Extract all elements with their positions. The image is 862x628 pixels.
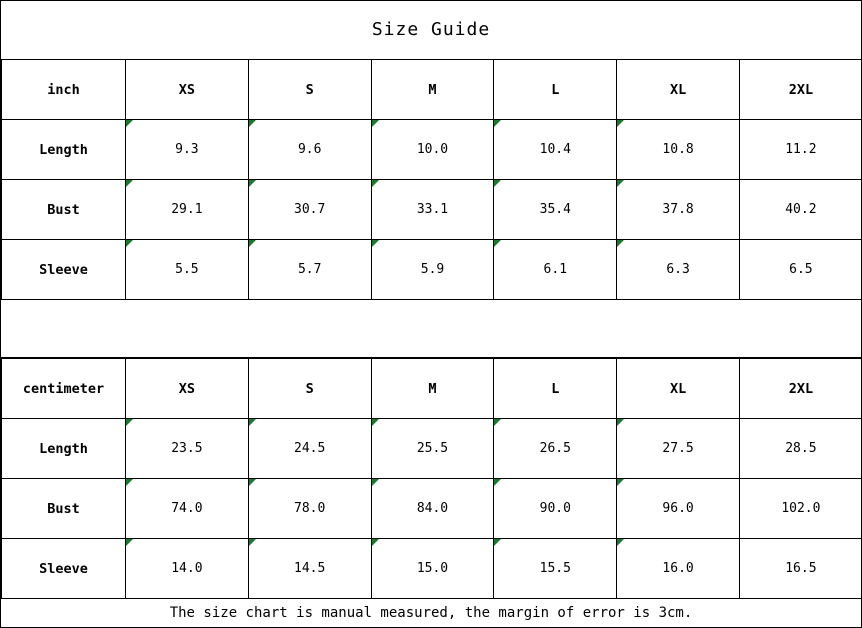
size-table-centimeter — [1, 358, 862, 599]
measurement-note: The size chart is manual measured, the margin of error is 3cm. — [169, 605, 693, 621]
cell-length-xs: 23.5 — [126, 419, 249, 479]
cell-bust-s: 30.7 — [248, 180, 371, 240]
cell-length-2xl: 28.5 — [739, 419, 862, 479]
size-header-l: L — [494, 359, 617, 419]
size-table-inch — [1, 59, 862, 300]
cell-bust-l: 90.0 — [494, 479, 617, 539]
cell-length-xl: 27.5 — [617, 419, 740, 479]
size-header-xl: XL — [617, 60, 740, 120]
cell-length-xl: 10.8 — [617, 120, 740, 180]
cell-sleeve-s: 5.7 — [248, 240, 371, 300]
size-header-m: M — [371, 60, 494, 120]
cell-bust-2xl: 102.0 — [739, 479, 862, 539]
cell-bust-2xl: 40.2 — [739, 180, 862, 240]
size-header-s: S — [248, 60, 371, 120]
cell-bust-xs: 29.1 — [126, 180, 249, 240]
size-header-m: M — [371, 359, 494, 419]
cell-bust-m: 33.1 — [371, 180, 494, 240]
unit-label-centimeter: centimeter — [2, 359, 126, 419]
cell-bust-s: 78.0 — [248, 479, 371, 539]
size-header-s: S — [248, 359, 371, 419]
cell-sleeve-m: 15.0 — [371, 539, 494, 599]
table-row — [2, 180, 862, 240]
cell-bust-xl: 96.0 — [617, 479, 740, 539]
cell-sleeve-xs: 5.5 — [126, 240, 249, 300]
table-separator — [1, 300, 861, 358]
cell-length-l: 26.5 — [494, 419, 617, 479]
cell-sleeve-s: 14.5 — [248, 539, 371, 599]
cell-sleeve-l: 15.5 — [494, 539, 617, 599]
cell-sleeve-xl: 6.3 — [617, 240, 740, 300]
cell-length-xs: 9.3 — [126, 120, 249, 180]
cell-sleeve-2xl: 16.5 — [739, 539, 862, 599]
size-header-l: L — [494, 60, 617, 120]
row-label-sleeve: Sleeve — [2, 240, 126, 300]
cell-length-2xl: 11.2 — [739, 120, 862, 180]
row-label-length: Length — [2, 419, 126, 479]
table-row — [2, 419, 862, 479]
size-header-2xl: 2XL — [739, 60, 862, 120]
table-header-row — [2, 359, 862, 419]
table-header-row — [2, 60, 862, 120]
cell-length-m: 25.5 — [371, 419, 494, 479]
row-label-bust: Bust — [2, 479, 126, 539]
size-header-xl: XL — [617, 359, 740, 419]
cell-length-l: 10.4 — [494, 120, 617, 180]
cell-bust-l: 35.4 — [494, 180, 617, 240]
cell-bust-xl: 37.8 — [617, 180, 740, 240]
cell-sleeve-2xl: 6.5 — [739, 240, 862, 300]
row-label-sleeve: Sleeve — [2, 539, 126, 599]
size-header-2xl: 2XL — [739, 359, 862, 419]
cell-length-m: 10.0 — [371, 120, 494, 180]
row-label-length: Length — [2, 120, 126, 180]
table-row — [2, 539, 862, 599]
cell-length-s: 24.5 — [248, 419, 371, 479]
page-title: Size Guide — [371, 19, 491, 40]
cell-length-s: 9.6 — [248, 120, 371, 180]
cell-sleeve-m: 5.9 — [371, 240, 494, 300]
table-row — [2, 479, 862, 539]
row-label-bust: Bust — [2, 180, 126, 240]
cell-bust-m: 84.0 — [371, 479, 494, 539]
cell-sleeve-xs: 14.0 — [126, 539, 249, 599]
table-row — [2, 240, 862, 300]
size-header-xs: XS — [126, 359, 249, 419]
unit-label-inch: inch — [2, 60, 126, 120]
cell-sleeve-xl: 16.0 — [617, 539, 740, 599]
cell-bust-xs: 74.0 — [126, 479, 249, 539]
size-header-xs: XS — [126, 60, 249, 120]
cell-sleeve-l: 6.1 — [494, 240, 617, 300]
table-row — [2, 120, 862, 180]
